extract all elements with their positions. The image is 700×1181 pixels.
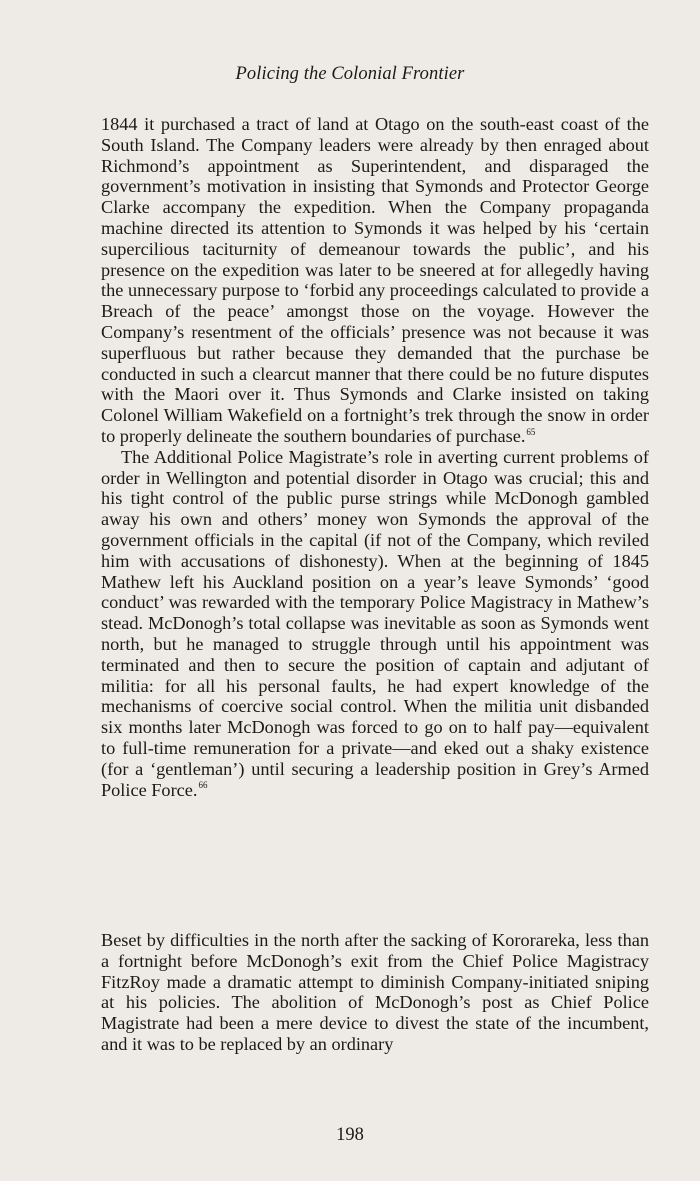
paragraph (101, 114, 649, 447)
paragraph-text: The Additional Police Magistrate’s role in averting current problems of order in Wellington and potential disorder in Otago was crucial; this and his tight control of the public purse strings while McDonogh gambled away his own and others’ money won Symonds the approval of the government officials in the capital (if not of the Company, which reviled him with accusations of dishonesty). When at the beginning of 1845 Mathew left his Auckland position on a year’s leave Symonds’ ‘good conduct’ was rewarded with the temporary Police Magistracy in Mathew’s stead. McDonogh’s total collapse was inevitable as soon as Symonds went north, but he managed to struggle through until his appointment was terminated and then to secure the position of captain and adjutant of militia: for all his personal faults, he had expert knowledge of the mechanisms of coercive social control. When the militia unit disbanded six months later McDonogh was forced to go on to half pay—equivalent to full-time remuneration for a private—and eked out a shaky existence (for a ‘gentleman’) until securing a leadership position in Grey’s Armed Police Force. (101, 446, 649, 800)
text-block-lower (101, 930, 649, 1055)
paragraph (101, 930, 649, 1055)
paragraph (101, 447, 649, 801)
running-head: Policing the Colonial Frontier (235, 64, 465, 84)
footnote-marker: 65 (526, 426, 536, 437)
page-number: 198 (336, 1125, 364, 1145)
paragraph-text: 1844 it purchased a tract of land at Otago on the south-east coast of the South Island. The Company leaders were already by then enraged about Richmond’s appointment as Superintendent, and disparaged the government’s motivation in insisting that Symonds and Protector George Clarke accompany the expedition. When the Company propaganda machine directed its attention to Symonds it was helped by his ‘certain supercilious taciturnity of demeanour towards the public’, and his presence on the expedition was later to be sneered at for allegedly having the unnecessary purpose to ‘forbid any proceedings calculated to provide a Breach of the peace’ amongst those on the voyage. However the Company’s resentment of the officials’ presence was not because it was superfluous but rather because they demanded that the purchase be conducted in such a clearcut manner that there could be no future disputes with the Maori over it. Thus Symonds and Clarke insisted on taking Colonel William Wakefield on a fortnight’s trek through the snow in order to properly delineate the southern boundaries of purchase. (101, 114, 649, 446)
paragraph-text: Beset by difficulties in the north after the sacking of Kororareka, less than a fortnight before McDonogh’s exit from the Chief Police Magistracy FitzRoy made a dramatic attempt to diminish Company-initiated sniping at his policies. The abolition of McDonogh’s post as Chief Police Magistrate had been a mere device to divest the state of the incumbent, and it was to be replaced by an ordinary (101, 930, 649, 1054)
footnote-marker: 66 (198, 780, 208, 791)
text-block-upper (101, 114, 649, 800)
